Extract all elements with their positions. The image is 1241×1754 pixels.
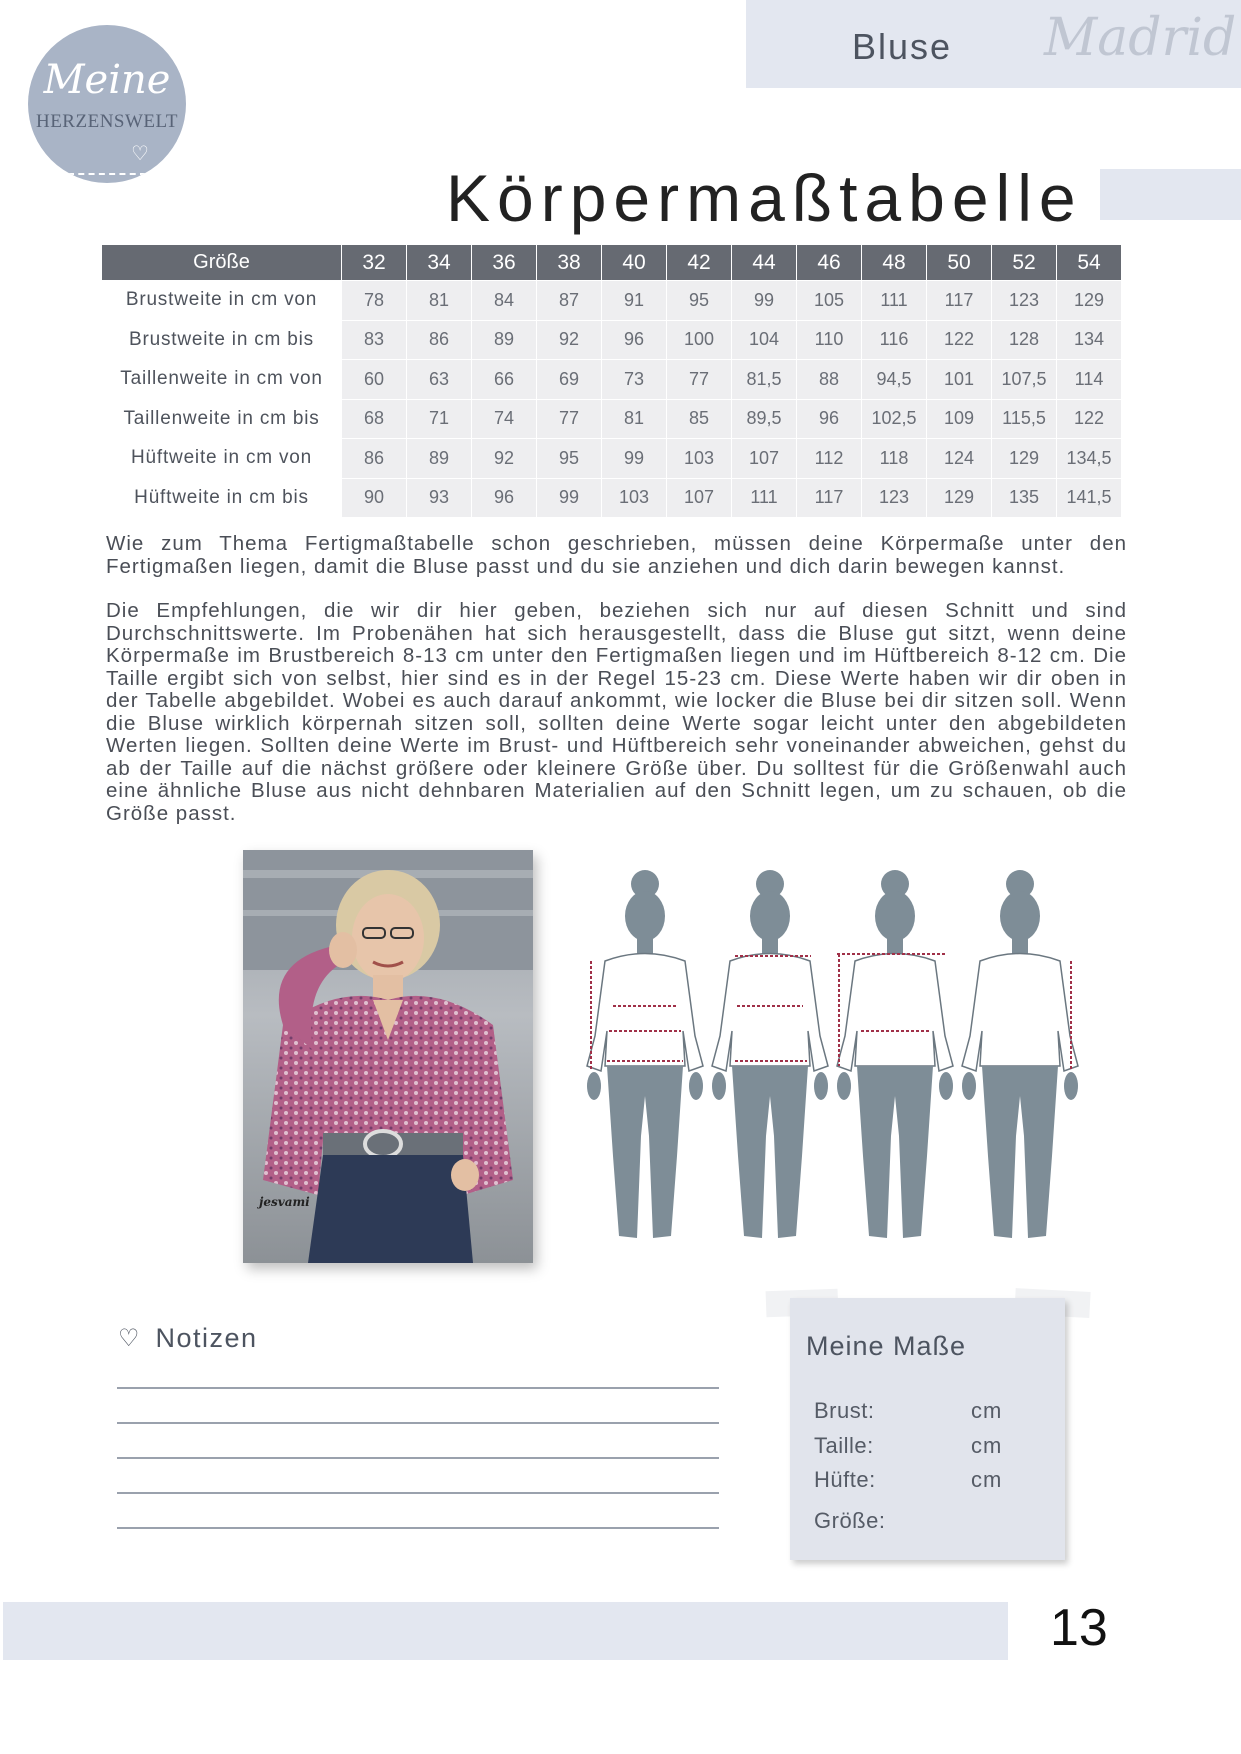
- logo-divider: [68, 173, 146, 175]
- table-cell: 85: [667, 399, 732, 439]
- size-header: Größe: [102, 245, 342, 280]
- table-cell: 128: [992, 320, 1057, 360]
- table-cell: 90: [342, 478, 407, 518]
- size-column-header: 38: [537, 245, 602, 280]
- table-cell: 129: [1057, 280, 1122, 320]
- size-column-header: 42: [667, 245, 732, 280]
- table-row: [102, 280, 1122, 320]
- table-cell: 95: [537, 438, 602, 478]
- row-label: Brustweite in cm bis: [102, 320, 342, 360]
- table-cell: 107,5: [992, 359, 1057, 399]
- table-cell: 68: [342, 399, 407, 439]
- table-cell: 86: [342, 438, 407, 478]
- size-column-header: 52: [992, 245, 1057, 280]
- heart-icon: ♡: [131, 143, 149, 165]
- table-cell: 77: [667, 359, 732, 399]
- table-row: [102, 359, 1122, 399]
- size-column-header: 40: [602, 245, 667, 280]
- header-tab: [746, 0, 1241, 88]
- note-line[interactable]: [117, 1457, 719, 1459]
- table-cell: 112: [797, 438, 862, 478]
- notes-title: Notizen: [155, 1323, 258, 1353]
- note-line[interactable]: [117, 1422, 719, 1424]
- table-cell: 117: [927, 280, 992, 320]
- figure-front-short: [837, 870, 953, 1238]
- table-cell: 81: [407, 280, 472, 320]
- table-cell: 135: [992, 478, 1057, 518]
- table-cell: 89: [407, 438, 472, 478]
- table-cell: 60: [342, 359, 407, 399]
- table-cell: 129: [992, 438, 1057, 478]
- table-cell: 134,5: [1057, 438, 1122, 478]
- measurement-figures: [585, 866, 1085, 1256]
- measure-label-waist: Taille:: [814, 1433, 874, 1458]
- table-cell: 122: [1057, 399, 1122, 439]
- size-column-header: 32: [342, 245, 407, 280]
- heart-icon: ♡: [118, 1325, 140, 1352]
- garment-category: Bluse: [852, 26, 953, 67]
- table-cell: 107: [667, 478, 732, 518]
- row-label: Hüftweite in cm von: [102, 438, 342, 478]
- table-cell: 91: [602, 280, 667, 320]
- table-cell: 99: [602, 438, 667, 478]
- measure-unit-hip: cm: [971, 1467, 1003, 1492]
- table-cell: 78: [342, 280, 407, 320]
- row-label: Hüftweite in cm bis: [102, 478, 342, 518]
- table-cell: 94,5: [862, 359, 927, 399]
- measurements-title: Meine Maße: [806, 1331, 967, 1361]
- size-column-header: 48: [862, 245, 927, 280]
- table-cell: 129: [927, 478, 992, 518]
- photo-credit: jesvami: [259, 1195, 310, 1209]
- table-cell: 84: [472, 280, 537, 320]
- table-cell: 92: [472, 438, 537, 478]
- table-cell: 96: [472, 478, 537, 518]
- table-row: [102, 320, 1122, 360]
- size-column-header: 36: [472, 245, 537, 280]
- table-cell: 92: [537, 320, 602, 360]
- page-title: Körpermaßtabelle: [446, 161, 1083, 235]
- row-label: Brustweite in cm von: [102, 280, 342, 320]
- pattern-name: Madrid: [1044, 8, 1237, 68]
- figure-back-long: [712, 870, 828, 1238]
- measure-label-hip: Hüfte:: [814, 1467, 876, 1492]
- table-cell: 95: [667, 280, 732, 320]
- measure-label-bust: Brust:: [814, 1398, 875, 1423]
- table-cell: 118: [862, 438, 927, 478]
- notes-header: [118, 1323, 258, 1354]
- table-cell: 86: [407, 320, 472, 360]
- table-cell: 99: [732, 280, 797, 320]
- table-cell: 81: [602, 399, 667, 439]
- footer-bar: [3, 1602, 1008, 1660]
- measure-unit-waist: cm: [971, 1433, 1003, 1458]
- logo-brand: HERZENSWELT: [35, 111, 178, 132]
- table-cell: 96: [602, 320, 667, 360]
- table-cell: 115,5: [992, 399, 1057, 439]
- recommendation-paragraph: Die Empfehlungen, die wir dir hier geben, beziehen sich nur auf diesen Schnitt und sind Durchschnittswerte. Im Probenähen hat sich herausgestellt, dass die Bluse gut sitzt, wenn deine Körpermaße im Brustbereich 8-13 cm unter den Fertigmaßen liegen und im Hüftbereich 8-12 cm. Die Taille ergibt sich von selbst, hier sind es in der Regel 15-23 cm. Diese Werte haben wir dir oben in der Tabelle abgebildet. Wobei es auch darauf ankommt, wie locker die Bluse bei dir sitzen soll. Wenn die Bluse wirklich körpernah sitzen soll, sollten deine Werte sogar leicht unter den abgebildeten Werten liegen. Sollten deine Werte im Brust- und Hüftbereich sehr voneinander abweichen, gehst du ab der Taille auf die nächst größere oder kleinere Größe über. Du solltest für die Größenwahl auch eine ähnliche Bluse aus nicht dehnbaren Materialien auf den Schnitt legen, um zu schauen, ob die Größe passt.: [106, 599, 1127, 825]
- table-cell: 69: [537, 359, 602, 399]
- size-column-header: 46: [797, 245, 862, 280]
- table-cell: 117: [797, 478, 862, 518]
- table-cell: 123: [992, 280, 1057, 320]
- brand-logo: [28, 25, 186, 183]
- title-decoration: [1100, 169, 1241, 220]
- table-cell: 107: [732, 438, 797, 478]
- table-cell: 111: [862, 280, 927, 320]
- measure-label-size: Größe:: [814, 1508, 886, 1533]
- table-cell: 63: [407, 359, 472, 399]
- figure-back-short: [962, 870, 1078, 1238]
- logo-script: Meine: [43, 57, 171, 103]
- figure-front-long: [587, 870, 703, 1238]
- table-row: [102, 478, 1122, 518]
- table-cell: 93: [407, 478, 472, 518]
- table-cell: 88: [797, 359, 862, 399]
- table-cell: 89: [472, 320, 537, 360]
- table-cell: 103: [667, 438, 732, 478]
- model-photo: [243, 850, 533, 1263]
- table-cell: 77: [537, 399, 602, 439]
- size-column-header: 54: [1057, 245, 1122, 280]
- table-cell: 103: [602, 478, 667, 518]
- table-cell: 111: [732, 478, 797, 518]
- page-number: 13: [1050, 1599, 1108, 1657]
- table-cell: 123: [862, 478, 927, 518]
- table-cell: 81,5: [732, 359, 797, 399]
- my-measurements-card: [790, 1298, 1065, 1560]
- table-header-row: [102, 245, 1122, 280]
- table-cell: 100: [667, 320, 732, 360]
- table-cell: 124: [927, 438, 992, 478]
- table-cell: 99: [537, 478, 602, 518]
- row-label: Taillenweite in cm von: [102, 359, 342, 399]
- table-cell: 141,5: [1057, 478, 1122, 518]
- note-line[interactable]: [117, 1492, 719, 1494]
- table-cell: 74: [472, 399, 537, 439]
- size-column-header: 34: [407, 245, 472, 280]
- table-cell: 102,5: [862, 399, 927, 439]
- table-row: [102, 438, 1122, 478]
- table-cell: 87: [537, 280, 602, 320]
- intro-paragraph: Wie zum Thema Fertigmaßtabelle schon geschrieben, müssen deine Körpermaße unter den Fertigmaßen liegen, damit die Bluse passt und du sie anziehen und dich darin bewegen kannst.: [106, 532, 1127, 578]
- size-column-header: 44: [732, 245, 797, 280]
- body-measurement-table: [102, 245, 1122, 517]
- table-cell: 109: [927, 399, 992, 439]
- table-cell: 104: [732, 320, 797, 360]
- table-cell: 83: [342, 320, 407, 360]
- size-column-header: 50: [927, 245, 992, 280]
- table-cell: 116: [862, 320, 927, 360]
- note-line[interactable]: [117, 1387, 719, 1389]
- table-cell: 105: [797, 280, 862, 320]
- measure-unit-bust: cm: [971, 1398, 1003, 1423]
- table-cell: 71: [407, 399, 472, 439]
- row-label: Taillenweite in cm bis: [102, 399, 342, 439]
- table-cell: 114: [1057, 359, 1122, 399]
- table-cell: 122: [927, 320, 992, 360]
- table-cell: 96: [797, 399, 862, 439]
- table-cell: 134: [1057, 320, 1122, 360]
- table-cell: 110: [797, 320, 862, 360]
- table-cell: 66: [472, 359, 537, 399]
- note-line[interactable]: [117, 1527, 719, 1529]
- table-cell: 89,5: [732, 399, 797, 439]
- table-cell: 73: [602, 359, 667, 399]
- table-cell: 101: [927, 359, 992, 399]
- table-row: [102, 399, 1122, 439]
